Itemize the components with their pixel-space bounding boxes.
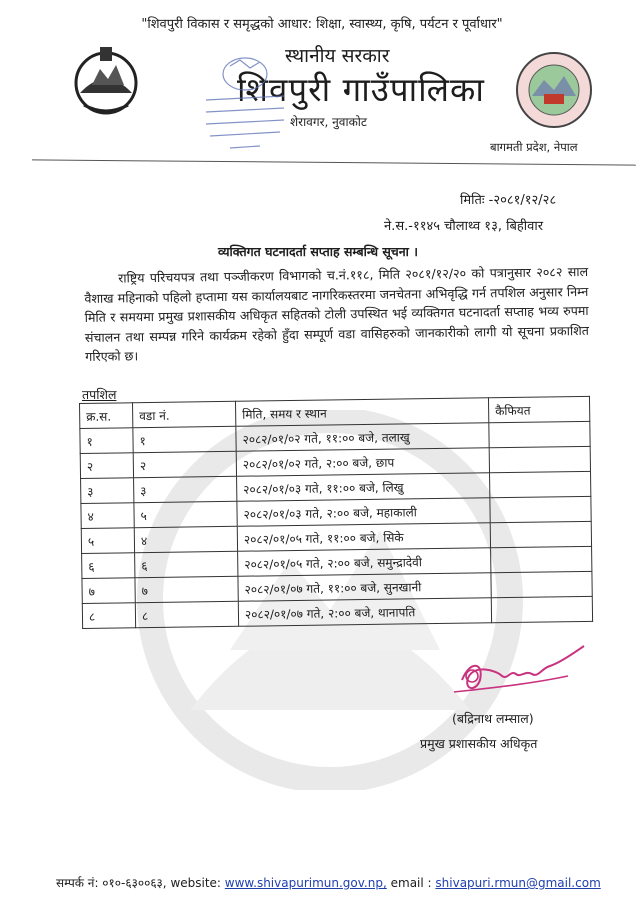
header-ward: वडा नं. [133, 401, 236, 427]
cell-remarks [489, 421, 590, 447]
cell-remarks [491, 546, 592, 572]
cell-ward: ४ [134, 526, 237, 552]
footer-phone: सम्पर्क नं: ०१०-६३००६३, [56, 876, 167, 890]
footer-email-label: email : [390, 876, 432, 890]
cell-serial: ४ [81, 503, 134, 529]
cell-remarks [490, 521, 591, 547]
header-remarks: कैफियत [488, 396, 589, 422]
signatory-title: प्रमुख प्रशासकीय अधिकृत [420, 736, 538, 751]
header-divider [32, 159, 636, 165]
cell-schedule: २०८२/०१/०२ गते, ११:०० बजे, तलाखु [236, 423, 489, 452]
cell-ward: ३ [134, 476, 237, 502]
cell-serial: ६ [82, 553, 135, 579]
cell-serial: ८ [82, 603, 135, 629]
footer-website-label: website: [170, 876, 221, 890]
cell-ward: १ [133, 426, 236, 452]
cell-serial: ५ [81, 528, 134, 554]
cell-remarks [489, 446, 590, 472]
date-line: मितिः -२०८१/१२/२८ [460, 193, 557, 208]
nepal-sambat-date-line: ने.स.-११४५ चौलाथ्व १३, बिहीवार [384, 219, 544, 234]
cell-serial: १ [80, 428, 133, 454]
cell-schedule: २०८२/०१/०२ गते, २:०० बजे, छाप [236, 448, 489, 477]
cell-serial: ३ [81, 478, 134, 504]
cell-schedule: २०८२/०१/०५ गते, ११:०० बजे, सिके [237, 523, 490, 552]
cell-schedule: २०८२/०१/०७ गते, २:०० बजे, थानापति [238, 598, 491, 627]
footer-contact [56, 874, 601, 891]
cell-ward: ८ [135, 601, 238, 627]
table-label: तपशिल [82, 387, 117, 402]
local-government-label: स्थानीय सरकार [285, 45, 390, 67]
cell-schedule: २०८२/०१/०३ गते, २:०० बजे, महाकाली [237, 498, 490, 527]
cell-remarks [491, 571, 592, 597]
notice-subject: व्यक्तिगत घटनादर्ता सप्ताह सम्बन्धि सूचना । [218, 244, 419, 259]
signatory-name: (बद्रिनाथ लम्साल) [452, 711, 534, 726]
municipality-name: शिवपुरी गाउँपालिका [237, 70, 485, 109]
notice-paragraph: राष्ट्रिय परिचयपत्र तथा पञ्जीकरण विभागको च.नं.११८, मिति २०८१/१२/२० को पत्रानुसार २०८२ साल वैशाख महिनाको पहिलो हप्तामा यस कार्यालयबाट नागरिकस्तरमा जनचेतना अभिवृद्धि गर्न तपशिल अनुसार निम्न मिति र समयमा प्रमुख प्रशासकीय अधिकृत सहितको टोली उपस्थित भई व्यक्तिगत घटनादर्ता सप्ताह भव्य रुपमा संचालन तथा सम्पन्न गरिने कार्यक्रम रहेको हुँदा सम्पूर्ण वडा वासिहरुको जानकारीको लागी यो सूचना प्रकाशित गरिएको छ। [84, 263, 590, 364]
schedule-table [79, 396, 593, 629]
header-date-time-place: मिति, समय र स्थान [235, 398, 488, 427]
header-serial: क्र.स. [80, 403, 133, 429]
cell-schedule: २०८२/०१/०७ गते, ११:०० बजे, सुनखानी [238, 573, 491, 602]
address-text: शेरावगर, नुवाकोट [290, 115, 367, 129]
cell-schedule: २०८२/०१/०५ गते, २:०० बजे, समुन्द्रादेवी [238, 548, 491, 577]
website-link[interactable]: www.shivapurimun.gov.np, [224, 876, 387, 890]
cell-ward: ६ [135, 551, 238, 577]
cell-remarks [490, 471, 591, 497]
cell-schedule: २०८२/०१/०३ गते, ११:०० बजे, लिखु [237, 473, 490, 502]
province-text: बागमती प्रदेश, नेपाल [490, 140, 578, 154]
header-tagline: "शिवपुरी विकास र समृद्धको आधार: शिक्षा, स्वास्थ्य, कृषि, पर्यटन र पूर्वाधार" [141, 17, 503, 32]
shivapuri-logo-icon [514, 50, 594, 130]
cell-ward: २ [133, 451, 236, 477]
office-stamp-icon [200, 52, 290, 157]
cell-remarks [490, 496, 591, 522]
cell-ward: ७ [135, 576, 238, 602]
cell-serial: ७ [82, 578, 135, 604]
cell-ward: ५ [134, 501, 237, 527]
handwritten-signature-icon [450, 640, 590, 702]
notice-body [84, 262, 589, 367]
email-link[interactable]: shivapuri.rmun@gmail.com [435, 876, 601, 890]
cell-remarks [491, 596, 592, 622]
cell-serial: २ [80, 453, 133, 479]
nepal-emblem-icon [70, 45, 142, 117]
